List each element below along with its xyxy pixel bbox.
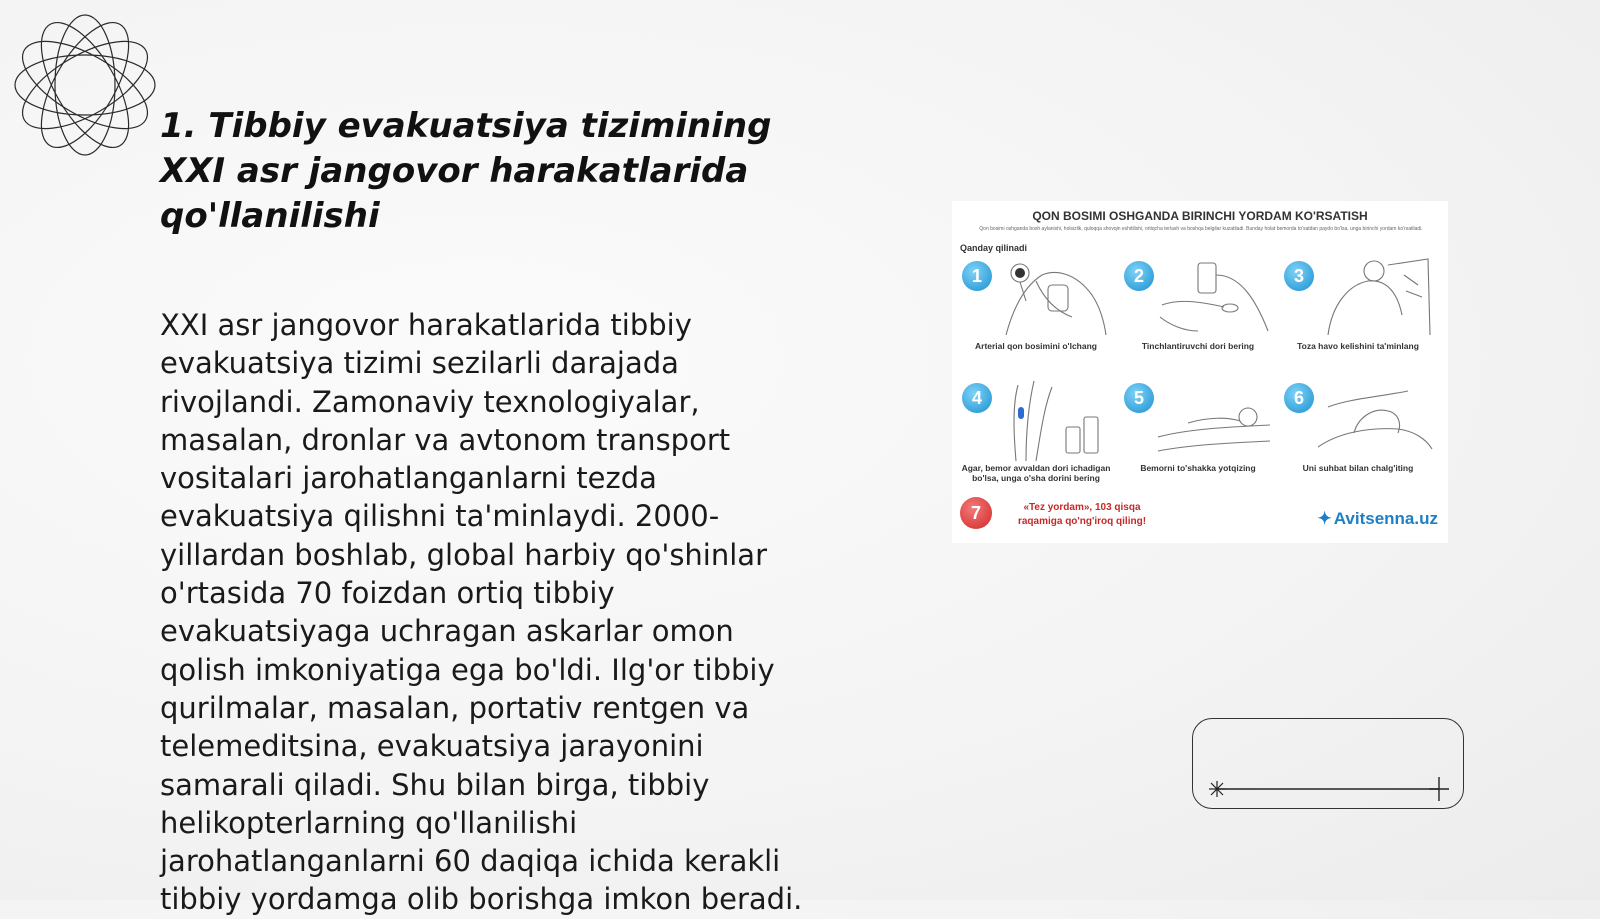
- step-number-badge: 4: [962, 383, 992, 413]
- timeline-line-icon: [1193, 719, 1465, 810]
- call-step-badge: 7: [960, 497, 992, 529]
- brand-name: Avitsenna.uz: [1333, 509, 1438, 528]
- slide-body-text: XXI asr jangovor harakatlarida tibbiy evakuatsiya tizimi sezilarli darajada rivojlandi. Zamonaviy texnologiyalar, masalan, dronlar va avtonom transport vositalari jarohatlanganlarni tezda evakuatsiya qilishni ta'minlaydi. 2000-yillardan boshlab, global harbiy qo'shinlar o'rtasida 70 foizdan ortiq tibbiy evakuatsiyaga uchragan askarlar omon qolish imkoniyatiga ega bo'ldi. Ilg'or tibbiy qurilmalar, masalan, portativ rentgen va telemeditsina, evakuatsiya jarayonini samarali qiladi. Shu bilan birga, tibbiy helikopterlarning qo'llanilishi jarohatlanganlarni 60 daqiqa ichida kerakli tibbiy yordamga olib borishga imkon beradi.: [160, 308, 803, 917]
- poster-how-label: Qanday qilinadi: [960, 243, 1028, 253]
- step-number-badge: 5: [1124, 383, 1154, 413]
- step-caption: Arterial qon bosimini o'lchang: [975, 341, 1097, 351]
- fresh-air-window-icon: [1318, 255, 1434, 339]
- holding-hands-icon: [1318, 377, 1434, 461]
- poster-step: [956, 377, 1116, 489]
- patient-bed-icon: [1158, 377, 1274, 461]
- poster-intro: Qon bosimi oshganda bosh aylanishi, holsizlik, quloqqa shovqin eshitilishi, ortiqcha terlash va boshqa belgilar kuzatiladi. Bunday holat bemorda to'satdan paydo bo'lsa, unga birinchi yordam ko'rsatiladi.: [979, 226, 1423, 232]
- step-caption: Bemorni to'shakka yotqizing: [1140, 463, 1256, 473]
- poster-step: [1278, 377, 1438, 489]
- runner-icon: ✦: [1317, 509, 1332, 528]
- medicine-bottle-spoon-icon: [1158, 255, 1274, 339]
- step-caption: Agar, bemor avvaldan dori ichadigan bo'lsa, unga o'sha dorini bering: [961, 463, 1111, 483]
- step-caption: Toza havo kelishini ta'minlang: [1297, 341, 1419, 351]
- step-number-badge: 1: [962, 261, 992, 291]
- step-number-badge: 3: [1284, 261, 1314, 291]
- step-number-badge: 2: [1124, 261, 1154, 291]
- first-aid-poster: [952, 201, 1448, 543]
- step-number-badge: 6: [1284, 383, 1314, 413]
- poster-step: [956, 255, 1116, 367]
- brand-logo: [1318, 509, 1438, 529]
- step-caption: Uni suhbat bilan chalg'iting: [1302, 463, 1414, 473]
- decorative-orbit-icon: [8, 8, 162, 162]
- pill-hand-icon: [996, 377, 1112, 461]
- poster-title: QON BOSIMI OSHGANDA BIRINCHI YORDAM KO'RSATISH: [1032, 209, 1368, 223]
- poster-step: [1118, 255, 1278, 367]
- step-caption: Tinchlantiruvchi dori bering: [1141, 341, 1255, 351]
- blood-pressure-cuff-icon: [996, 255, 1112, 339]
- slide-title: 1. Tibbiy evakuatsiya tizimining XXI asr jangovor harakatlarida qo'llanilishi: [160, 106, 772, 236]
- poster-step: [1278, 255, 1438, 367]
- call-emergency-text: «Tez yordam», 103 qisqa raqamiga qo'ng'iroq qiling!: [1017, 502, 1147, 527]
- poster-step: [1118, 377, 1278, 489]
- timeline-decoration: [1192, 718, 1464, 809]
